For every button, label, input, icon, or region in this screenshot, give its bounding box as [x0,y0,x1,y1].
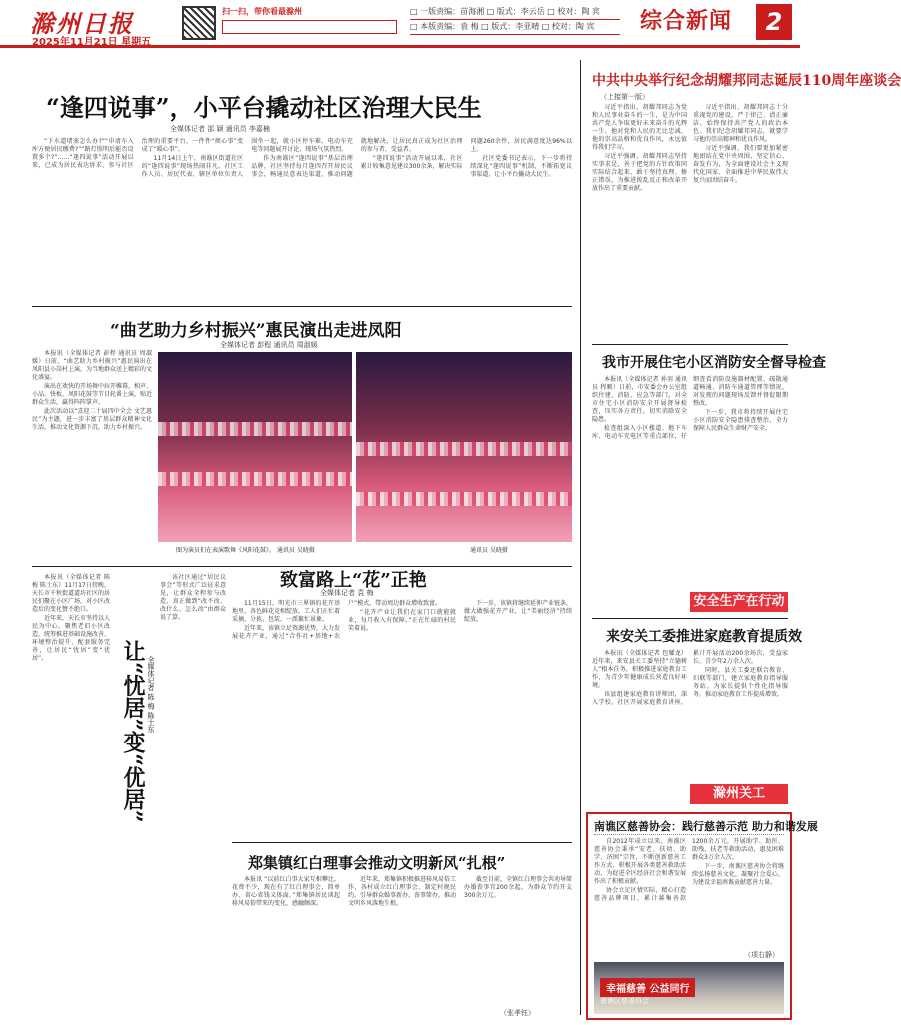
vertical-paragraph: 该社区通过“居民议事会”等形式广泛征求意见，让群众全程参与改造，真正做到“改不改、改什么、怎么改”由群众说了算。 [160,574,226,621]
fire-body [592,376,788,612]
editor-credits [410,5,620,35]
vertical-headline[interactable]: 让“忧居”变“优居” [120,640,146,823]
feature-paragraph: 本报讯（全媒体记者 彭程 通讯员 周淑媛）日前，“曲艺助力乡村振兴”惠民演出在凤阳县小岗村上演，为当地群众送上精彩的文化盛宴。 [32,350,153,381]
civility-body [232,876,572,1004]
page-number: 2 [756,4,792,40]
vertical-article-body-right [160,574,226,1004]
fire-paragraph: 检查组深入小区楼道、地下车库、电动车充电区等重点部位，仔细查看消防设施器材配置、疏散通道畅通、消防车通道管理等情况，对发现的问题现场反馈并督促限期整改。 [592,376,788,440]
charity-body [594,838,784,948]
flower-byline: 全媒体记者 袁 梅 [320,589,374,597]
column-divider [580,60,581,1015]
paper-date: 2025年11月21日 星期五 [32,37,152,48]
workers-headline[interactable]: 来安关工委推进家庭教育提质效 [606,629,802,645]
flower-paragraph: 近年来，该镇立足资源优势，大力发展花卉产业，通过“合作社+基地+农户”模式，带动周边群众增收致富。 [232,600,442,640]
charity-ad-title: 幸福慈善 公益同行 [600,978,695,997]
section-divider [592,618,788,619]
feature-paragraph: 此次活动以“喜迎二十届四中全会 文艺惠民”为主题，进一步丰富了基层群众精神文化生活，推动文化资源下沉，助力乡村振兴。 [32,408,152,431]
fire-paragraph: 本报讯（全媒体记者 孙羽 通讯员 程顺）日前，市安委会办公室组织住建、消防、应急等部门，对全市住宅小区消防安全开展督导检查，压实各方责任，切实消除安全隐患。 [592,376,687,423]
photo-caption-left: 图为演员们在表演歌舞《风阳花鼓》。 通讯员 吴晓摄 [176,547,315,554]
right-top-source: （上接第一版） [600,93,649,101]
workers-badge: 滁州关工 [690,784,788,804]
credits-line-1: □ 一版责编：苗海湘 □ 版式：李云岳 □ 校对：陶 宾 [410,5,620,20]
charity-paragraph: 自2012年成立以来，南谯区慈善协会秉承“安老、扶幼、助学、济困”宗旨，不断创新慈善工作方式，积极开展各类慈善救助活动，为促进全区经济社会和谐发展作出了积极贡献。 [594,838,686,885]
civility-paragraph: 截至目前，全镇红白理事会共劝导简办婚丧事宜200余起，为群众节约开支300余万元。 [464,876,573,899]
charity-paragraph: 协会立足区情实际，精心打造慈善品牌项目，累计募集善款1200余万元，开展助学、助医、助残、扶老等救助活动，惠及困难群众3万余人次。 [594,838,784,902]
right-top-paragraph: 习近平指出，胡耀邦同志为党和人民事业奋斗的一生，是为中国共产党人争取更好未来奋斗的光辉一生。他对党和人民的无比忠诚，他的崇高品格和优良作风，永远值得我们学习。 [592,104,687,151]
section-name: 综合新闻 [640,9,733,34]
section-divider [32,306,572,307]
credits-line-2: □ 本版责编：袁 梅 □ 版式：李亚晴 □ 校对：陶 宾 [410,20,620,35]
flower-headline[interactable]: 致富路上“花”正艳 [280,570,427,591]
performance-photo-right [356,352,572,542]
civility-paragraph: 本报讯 “以前红白事大家互相攀比，花费不少，现在有了红白理事会，简单办、省心省钱又体面。”郑集镇居民谈起移风易俗带来的变化，感触颇深。 [232,876,340,907]
workers-paragraph: 该县组建家庭教育讲师团，深入学校、社区开展家庭教育讲座，累计开展活动200余场次，受益家长、青少年2万余人次。 [592,650,788,706]
qr-caption: 扫一扫，带你看最滁州 [222,7,302,16]
civility-paragraph: 近年来，郑集镇积极推进移风易俗工作，各村成立红白理事会，制定村规民约，引导群众婚事新办、丧事简办，推动文明乡风落地生根。 [348,876,457,907]
vertical-paragraph: 本报讯（全媒体记者 陈梅 陈士东）11月17日傍晚，天长市千秋街道道坊社区的居民们聚在小区广场，对小区改造后的变化赞不绝口。 [32,574,111,613]
flower-paragraph: “花卉产业让我们在家门口就能就业，每月收入有保障。”正在忙碌的村民笑着说。 [348,609,456,632]
flower-paragraph: 下一步，该镇将继续延伸产业链条，做大做强花卉产业，让“美丽经济”持续绽放。 [464,600,573,623]
qr-code-icon[interactable] [182,6,216,40]
paper-name: 滁州日报 [30,9,134,38]
right-top-paragraph: 习近平指出，胡耀邦同志十分重视党的建设，严于律己、清正廉洁，始终保持共产党人的政治本色。我们纪念胡耀邦同志，就要学习他的崇高精神和优良作风。 [693,104,788,143]
feature-paragraph: 演出在欢快的开场舞中拉开帷幕，相声、小品、快板、凤阳花鼓等节目轮番上演，贴近群众生活，赢得阵阵掌声。 [32,383,153,406]
civility-headline[interactable]: 郑集镇红白理事会推动文明新风“扎根” [248,854,506,872]
lead-paragraph: “下水道堵塞怎么办?”“申请车入库方便居民缴费?”“路灯照明后能否设置多个?”……“逢四说事”活动开展以来，已成为居民表达诉求、参与社区治理的重要平台，一件件“烦心事”变成了“暖心事”。 [32,138,244,169]
charity-headline[interactable]: 南谯区慈善协会：践行慈善示范 助力和谐发展 [594,820,818,833]
fire-paragraph: 下一步，我市将持续开展住宅小区消防安全隐患排查整治，全力保障人民群众生命财产安全。 [693,409,788,432]
lead-paragraph: 作为南谯区“逢四说事”基层治理品牌，社区坚持每月逢四召开居民议事会，畅通民意表达渠道，推动问题就地解决，让居民真正成为社区治理的参与者、受益者。 [251,138,463,178]
performance-photo-left [158,352,352,542]
workers-body [592,650,788,780]
charity-ad-subtitle: 南谯区慈善协会 [600,997,649,1005]
charity-divider [594,834,784,835]
photo-caption-right: 通讯员 吴晓摄 [470,547,508,554]
charity-paragraph: 下一步，南谯区慈善协会将继续弘扬慈善文化，凝聚社会爱心，为建设幸福南谯贡献慈善力量。 [692,863,784,886]
lead-byline: 全媒体记者 邵 颖 通讯员 李嘉楠 [170,125,270,133]
civility-signoff: （张孝钰） [500,1009,535,1017]
flower-body [232,600,572,840]
right-top-body [592,104,788,340]
charity-ad-banner[interactable] [594,962,784,1014]
right-top-headline[interactable]: 中共中央举行纪念胡耀邦同志诞辰110周年座谈会 [592,73,901,89]
feature-body [32,350,152,562]
section-divider [592,344,788,345]
safety-badge: 安全生产在行动 [690,592,788,612]
lead-paragraph: “逢四说事”活动开展以来，社区累计收集意见建议300余条，解决实际问题260余件，居民满意度达96%以上。 [360,138,572,170]
lead-body [32,138,572,300]
right-top-paragraph: 习近平强调，我们要更加紧密地团结在党中央周围，坚定信心、奋发有为，为全面建设社会主义现代化国家、全面推进中华民族伟大复兴而团结奋斗。 [693,145,788,184]
charity-signoff: （项右静） [744,951,779,959]
lead-paragraph: 11月14日上午，南谯区街道社区的“逢四说事”现场热闹非凡。社区工作人员、居民代表、辖区单位负责人围坐一起，就小区停车难、电动车充电等问题展开讨论，现场气氛热烈。 [141,138,353,178]
section-divider [232,842,572,843]
flower-paragraph: 11月15日，明光市三界镇的花卉基地里，各色鲜花竞相绽放，工人们正忙着采摘、分拣、包装，一派繁忙景象。 [232,600,341,623]
vertical-paragraph: 近年来，天长市坚持以人民为中心，聚焦老旧小区改造，统筹推进基础设施改善、环境整治提升、配套服务完善，让居民“忧居”变“优居”。 [32,615,111,662]
vertical-article-body-left [32,574,110,1004]
workers-paragraph: 同时，县关工委还联合教育、妇联等部门，建立家庭教育指导服务站，为家长提供个性化指导服务，推动家庭教育工作提质增效。 [693,667,788,698]
lead-paragraph: 社区党委书记表示，下一步将持续深化“逢四说事”机制，不断拓宽议事渠道，让小平台撬动大民生。 [470,155,572,178]
feature-headline[interactable]: “曲艺助力乡村振兴”惠民演出走进凤阳 [110,321,402,341]
lead-headline[interactable]: “逢四说事”，小平台撬动社区治理大民生 [46,93,482,122]
right-top-paragraph: 习近平强调，胡耀邦同志坚持实事求是，善于把党的方针政策同实际结合起来，敢于坚持真理、修正错误，为推进拨乱反正和改革开放作出了重要贡献。 [592,153,687,192]
fire-headline[interactable]: 我市开展住宅小区消防安全督导检查 [602,355,826,371]
vertical-byline: 全媒体记者 陈 梅 陈士东 [147,656,155,733]
qr-banner-frame [222,20,397,34]
feature-byline: 全媒体记者 彭程 通讯员 周淑媛 [220,341,318,349]
workers-paragraph: 本报讯（全媒体记者 包耀龙）近年来，来安县关工委坚持“立德树人”根本任务，积极推进家庭教育工作，为青少年健康成长营造良好环境。 [592,650,687,689]
